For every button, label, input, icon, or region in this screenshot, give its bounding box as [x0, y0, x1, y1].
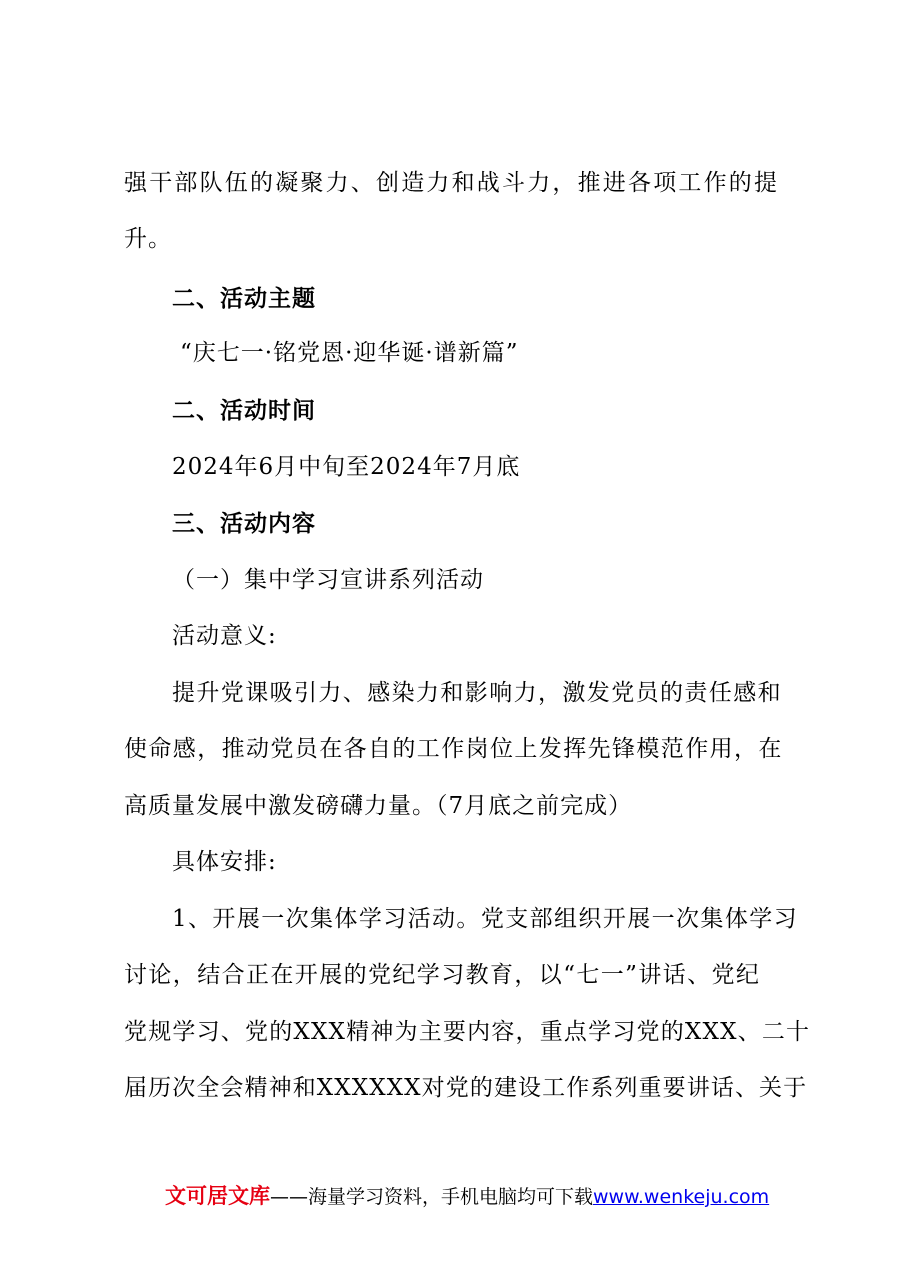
- paragraph-line: 强干部队伍的凝聚力、创造力和战斗力，推进各项工作的提: [124, 170, 780, 196]
- paragraph-label: 活动意义:: [172, 623, 277, 649]
- footer-tagline: ——海量学习资料，手机电脑均可下载: [270, 1186, 594, 1208]
- section-heading-content: 三、活动内容: [172, 511, 316, 537]
- paragraph-line: 高质量发展中激发磅礴力量。（7月底之前完成）: [124, 793, 633, 819]
- section-heading-theme: 二、活动主题: [172, 286, 316, 312]
- footer-link[interactable]: www.wenkeju.com: [593, 1186, 770, 1208]
- paragraph-label: 具体安排:: [172, 849, 277, 875]
- section-heading-time: 二、活动时间: [172, 398, 316, 424]
- paragraph-line: 讨论，结合正在开展的党纪学习教育，以“七一”讲话、党纪: [124, 962, 761, 988]
- paragraph-line: 届历次全会精神和XXXXXX对党的建设工作系列重要讲话、关于: [124, 1075, 808, 1101]
- footer-brand: 文可居文库: [165, 1184, 270, 1208]
- paragraph-line: 升。: [124, 226, 172, 252]
- paragraph-line: 党规学习、党的XXX精神为主要内容，重点学习党的XXX、二十: [124, 1019, 811, 1045]
- subsection-heading: （一）集中学习宣讲系列活动: [172, 567, 484, 593]
- paragraph-line: 提升党课吸引力、感染力和影响力，激发党员的责任感和: [172, 680, 782, 706]
- activity-time-text: 2024年6月中旬至2024年7月底: [172, 454, 521, 480]
- page-footer: [165, 1186, 769, 1207]
- paragraph-line: 1、开展一次集体学习活动。党支部组织开展一次集体学习: [172, 906, 799, 932]
- paragraph-line: 使命感，推动党员在各自的工作岗位上发挥先锋模范作用，在: [124, 736, 783, 762]
- activity-theme-text: “庆七一·铭党恩·迎华诞·谱新篇”: [180, 340, 519, 366]
